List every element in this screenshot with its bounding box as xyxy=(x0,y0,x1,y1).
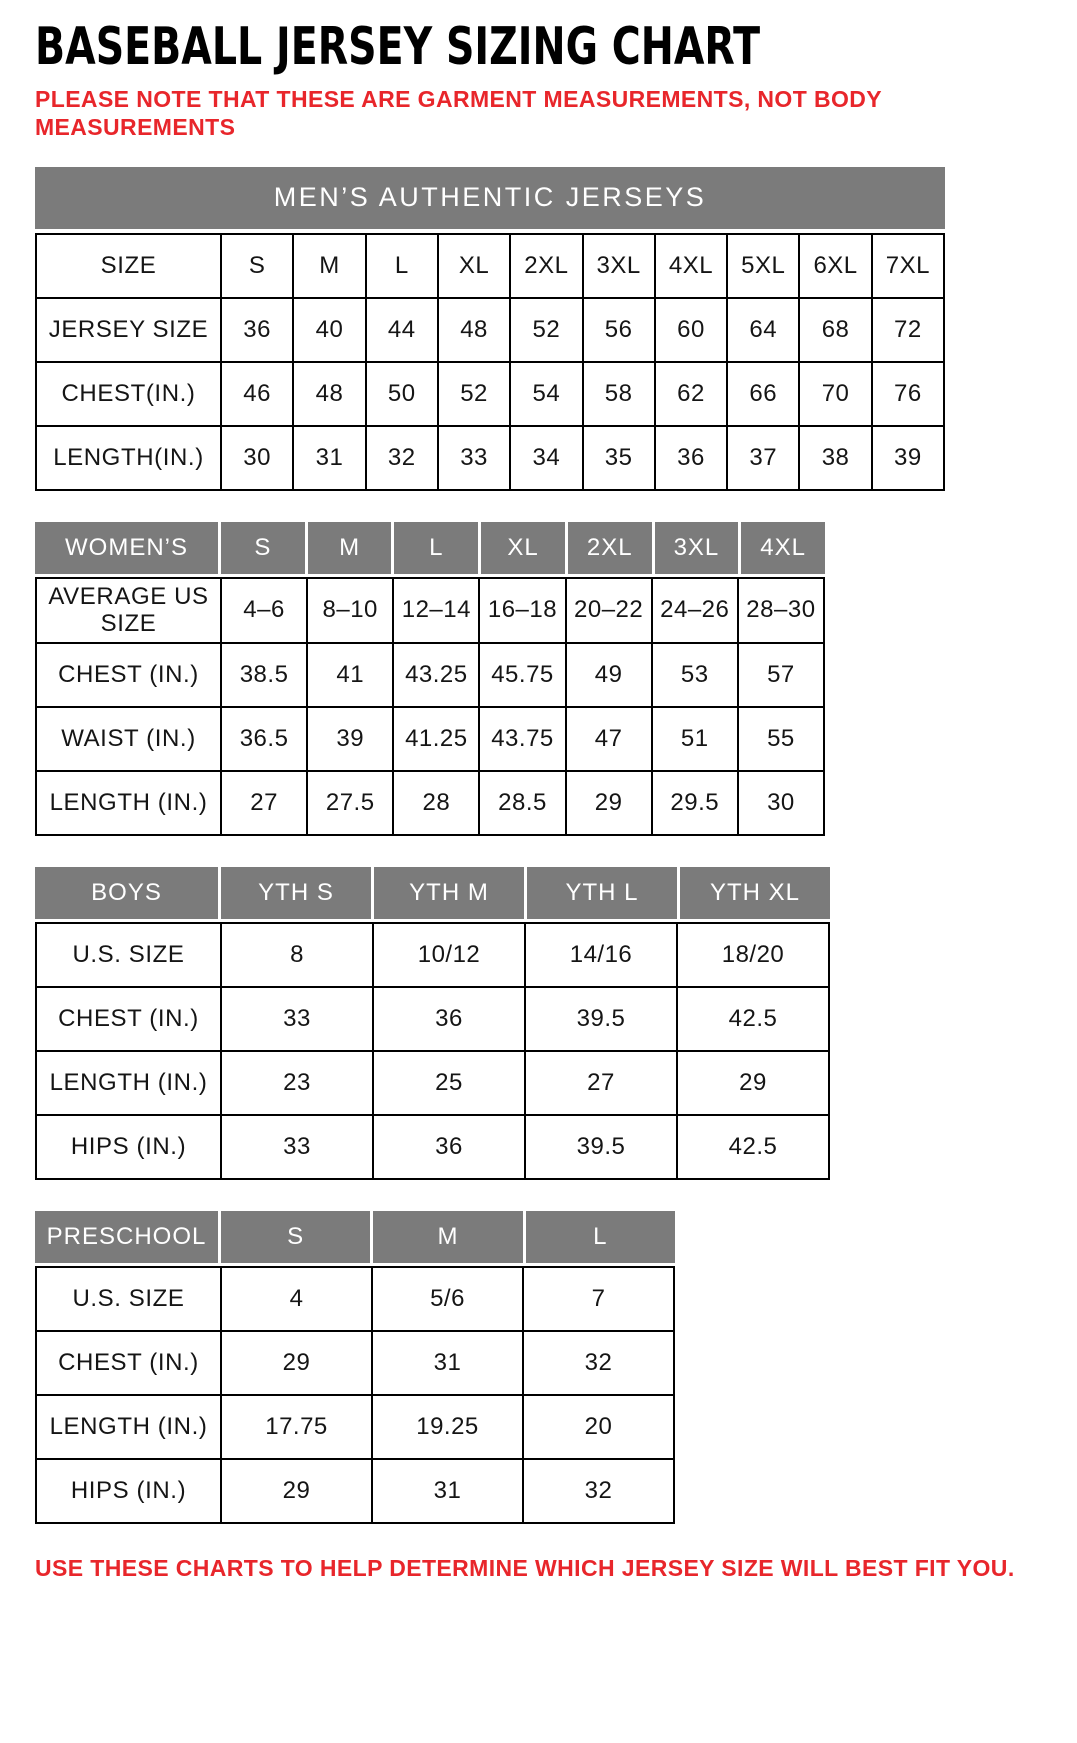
mens-cell-3-6: 36 xyxy=(656,427,726,489)
preschool-row-label-2: LENGTH (IN.) xyxy=(37,1396,220,1458)
mens-cell-3-9: 39 xyxy=(873,427,943,489)
preschool-cell-3-2: 32 xyxy=(524,1460,673,1522)
preschool-cell-2-2: 20 xyxy=(524,1396,673,1458)
preschool-row-label-1: CHEST (IN.) xyxy=(37,1332,220,1394)
mens-cell-0-7: 5XL xyxy=(728,235,798,297)
womens-cell-1-0: 38.5 xyxy=(222,644,306,706)
mens-cell-3-2: 32 xyxy=(367,427,437,489)
mens-cell-0-9: 7XL xyxy=(873,235,943,297)
mens-table-title: MEN’S AUTHENTIC JERSEYS xyxy=(35,167,945,229)
womens-cell-2-3: 43.75 xyxy=(480,708,564,770)
boys-cell-3-1: 36 xyxy=(374,1116,524,1178)
boys-header-row xyxy=(35,867,830,919)
boys-cell-0-1: 10/12 xyxy=(374,924,524,986)
mens-cell-0-0: S xyxy=(222,235,292,297)
mens-cell-3-5: 35 xyxy=(584,427,654,489)
womens-cell-0-5: 24–26 xyxy=(653,579,737,642)
womens-column-header-3: XL xyxy=(481,522,565,574)
mens-cell-1-2: 44 xyxy=(367,299,437,361)
womens-cell-2-0: 36.5 xyxy=(222,708,306,770)
mens-cell-2-1: 48 xyxy=(294,363,364,425)
boys-cell-3-0: 33 xyxy=(222,1116,372,1178)
mens-row-label-0: SIZE xyxy=(37,235,220,297)
boys-cell-0-2: 14/16 xyxy=(526,924,676,986)
preschool-cell-1-1: 31 xyxy=(373,1332,522,1394)
boys-row-label-1: CHEST (IN.) xyxy=(37,988,220,1050)
preschool-row-label-3: HIPS (IN.) xyxy=(37,1460,220,1522)
preschool-cell-2-0: 17.75 xyxy=(222,1396,371,1458)
boys-cell-0-3: 18/20 xyxy=(678,924,828,986)
womens-cell-1-4: 49 xyxy=(567,644,651,706)
womens-cell-3-2: 28 xyxy=(394,772,478,834)
womens-cell-3-0: 27 xyxy=(222,772,306,834)
mens-cell-1-7: 64 xyxy=(728,299,798,361)
boys-cell-1-2: 39.5 xyxy=(526,988,676,1050)
boys-cell-1-1: 36 xyxy=(374,988,524,1050)
preschool-cell-2-1: 19.25 xyxy=(373,1396,522,1458)
mens-cell-3-4: 34 xyxy=(511,427,581,489)
mens-cell-1-1: 40 xyxy=(294,299,364,361)
mens-cell-0-4: 2XL xyxy=(511,235,581,297)
womens-row-label-3: LENGTH (IN.) xyxy=(37,772,220,834)
preschool-cell-0-1: 5/6 xyxy=(373,1268,522,1330)
preschool-cell-3-0: 29 xyxy=(222,1460,371,1522)
mens-cell-2-0: 46 xyxy=(222,363,292,425)
mens-cell-3-8: 38 xyxy=(800,427,870,489)
boys-cell-3-3: 42.5 xyxy=(678,1116,828,1178)
womens-row-label-2: WAIST (IN.) xyxy=(37,708,220,770)
womens-column-header-5: 3XL xyxy=(655,522,739,574)
boys-cell-2-0: 23 xyxy=(222,1052,372,1114)
boys-row-label-3: HIPS (IN.) xyxy=(37,1116,220,1178)
womens-cell-2-2: 41.25 xyxy=(394,708,478,770)
mens-cell-0-5: 3XL xyxy=(584,235,654,297)
preschool-cell-0-2: 7 xyxy=(524,1268,673,1330)
womens-cell-1-5: 53 xyxy=(653,644,737,706)
sizing-table-womens xyxy=(35,522,825,836)
womens-cell-0-6: 28–30 xyxy=(739,579,823,642)
preschool-cell-0-0: 4 xyxy=(222,1268,371,1330)
mens-row-label-1: JERSEY SIZE xyxy=(37,299,220,361)
mens-cell-0-1: M xyxy=(294,235,364,297)
mens-cell-0-6: 4XL xyxy=(656,235,726,297)
mens-cell-3-0: 30 xyxy=(222,427,292,489)
womens-cell-1-1: 41 xyxy=(308,644,392,706)
page-title: BASEBALL JERSEY SIZING CHART xyxy=(35,17,761,77)
mens-cell-2-7: 66 xyxy=(728,363,798,425)
preschool-header-row xyxy=(35,1211,675,1263)
womens-cell-0-4: 20–22 xyxy=(567,579,651,642)
womens-table-body xyxy=(35,577,825,836)
mens-cell-1-8: 68 xyxy=(800,299,870,361)
womens-cell-2-5: 51 xyxy=(653,708,737,770)
mens-cell-2-5: 58 xyxy=(584,363,654,425)
womens-column-header-0: S xyxy=(221,522,305,574)
womens-cell-2-6: 55 xyxy=(739,708,823,770)
womens-cell-3-4: 29 xyxy=(567,772,651,834)
womens-cell-1-6: 57 xyxy=(739,644,823,706)
preschool-table-title-cell: PRESCHOOL xyxy=(35,1211,218,1263)
womens-cell-0-1: 8–10 xyxy=(308,579,392,642)
preschool-column-header-2: L xyxy=(526,1211,675,1263)
womens-column-header-6: 4XL xyxy=(741,522,825,574)
preschool-cell-1-2: 32 xyxy=(524,1332,673,1394)
sizing-table-mens xyxy=(35,167,945,491)
mens-cell-3-1: 31 xyxy=(294,427,364,489)
womens-header-row xyxy=(35,522,825,574)
womens-cell-1-3: 45.75 xyxy=(480,644,564,706)
mens-cell-1-4: 52 xyxy=(511,299,581,361)
boys-table-title-cell: BOYS xyxy=(35,867,218,919)
womens-column-header-1: M xyxy=(308,522,392,574)
preschool-column-header-1: M xyxy=(373,1211,522,1263)
boys-cell-2-2: 27 xyxy=(526,1052,676,1114)
womens-cell-3-1: 27.5 xyxy=(308,772,392,834)
mens-cell-0-2: L xyxy=(367,235,437,297)
mens-cell-2-2: 50 xyxy=(367,363,437,425)
sizing-table-preschool xyxy=(35,1211,675,1524)
preschool-column-header-0: S xyxy=(221,1211,370,1263)
boys-column-header-1: YTH M xyxy=(374,867,524,919)
preschool-table-body xyxy=(35,1266,675,1524)
mens-cell-0-8: 6XL xyxy=(800,235,870,297)
measurement-note: PLEASE NOTE THAT THESE ARE GARMENT MEASUREMENTS, NOT BODY MEASUREMENTS xyxy=(35,85,882,140)
mens-cell-2-6: 62 xyxy=(656,363,726,425)
footer-note: USE THESE CHARTS TO HELP DETERMINE WHICH JERSEY SIZE WILL BEST FIT YOU. xyxy=(35,1554,1015,1581)
boys-cell-3-2: 39.5 xyxy=(526,1116,676,1178)
womens-cell-2-4: 47 xyxy=(567,708,651,770)
boys-column-header-2: YTH L xyxy=(527,867,677,919)
mens-cell-1-0: 36 xyxy=(222,299,292,361)
womens-cell-2-1: 39 xyxy=(308,708,392,770)
preschool-row-label-0: U.S. SIZE xyxy=(37,1268,220,1330)
boys-table-body xyxy=(35,922,830,1180)
mens-cell-3-7: 37 xyxy=(728,427,798,489)
mens-cell-1-5: 56 xyxy=(584,299,654,361)
tables-container xyxy=(35,167,1045,1524)
sizing-table-boys xyxy=(35,867,830,1180)
womens-cell-0-0: 4–6 xyxy=(222,579,306,642)
womens-table-title-cell: WOMEN’S xyxy=(35,522,218,574)
sizing-chart-page xyxy=(35,17,1045,1582)
womens-row-label-1: CHEST (IN.) xyxy=(37,644,220,706)
mens-cell-1-3: 48 xyxy=(439,299,509,361)
preschool-cell-1-0: 29 xyxy=(222,1332,371,1394)
womens-row-label-0: AVERAGE US SIZE xyxy=(37,579,220,642)
preschool-cell-3-1: 31 xyxy=(373,1460,522,1522)
boys-column-header-3: YTH XL xyxy=(680,867,830,919)
mens-cell-3-3: 33 xyxy=(439,427,509,489)
boys-cell-1-3: 42.5 xyxy=(678,988,828,1050)
boys-cell-2-3: 29 xyxy=(678,1052,828,1114)
womens-column-header-4: 2XL xyxy=(568,522,652,574)
mens-cell-1-6: 60 xyxy=(656,299,726,361)
mens-row-label-2: CHEST(IN.) xyxy=(37,363,220,425)
boys-row-label-0: U.S. SIZE xyxy=(37,924,220,986)
womens-cell-1-2: 43.25 xyxy=(394,644,478,706)
womens-cell-0-3: 16–18 xyxy=(480,579,564,642)
mens-cell-2-4: 54 xyxy=(511,363,581,425)
mens-table-body xyxy=(35,233,945,491)
womens-cell-3-5: 29.5 xyxy=(653,772,737,834)
mens-row-label-3: LENGTH(IN.) xyxy=(37,427,220,489)
boys-cell-1-0: 33 xyxy=(222,988,372,1050)
womens-cell-3-6: 30 xyxy=(739,772,823,834)
mens-cell-2-9: 76 xyxy=(873,363,943,425)
mens-cell-2-3: 52 xyxy=(439,363,509,425)
womens-cell-0-2: 12–14 xyxy=(394,579,478,642)
boys-cell-2-1: 25 xyxy=(374,1052,524,1114)
mens-cell-1-9: 72 xyxy=(873,299,943,361)
boys-column-header-0: YTH S xyxy=(221,867,371,919)
boys-cell-0-0: 8 xyxy=(222,924,372,986)
womens-cell-3-3: 28.5 xyxy=(480,772,564,834)
mens-cell-0-3: XL xyxy=(439,235,509,297)
boys-row-label-2: LENGTH (IN.) xyxy=(37,1052,220,1114)
womens-column-header-2: L xyxy=(394,522,478,574)
mens-cell-2-8: 70 xyxy=(800,363,870,425)
